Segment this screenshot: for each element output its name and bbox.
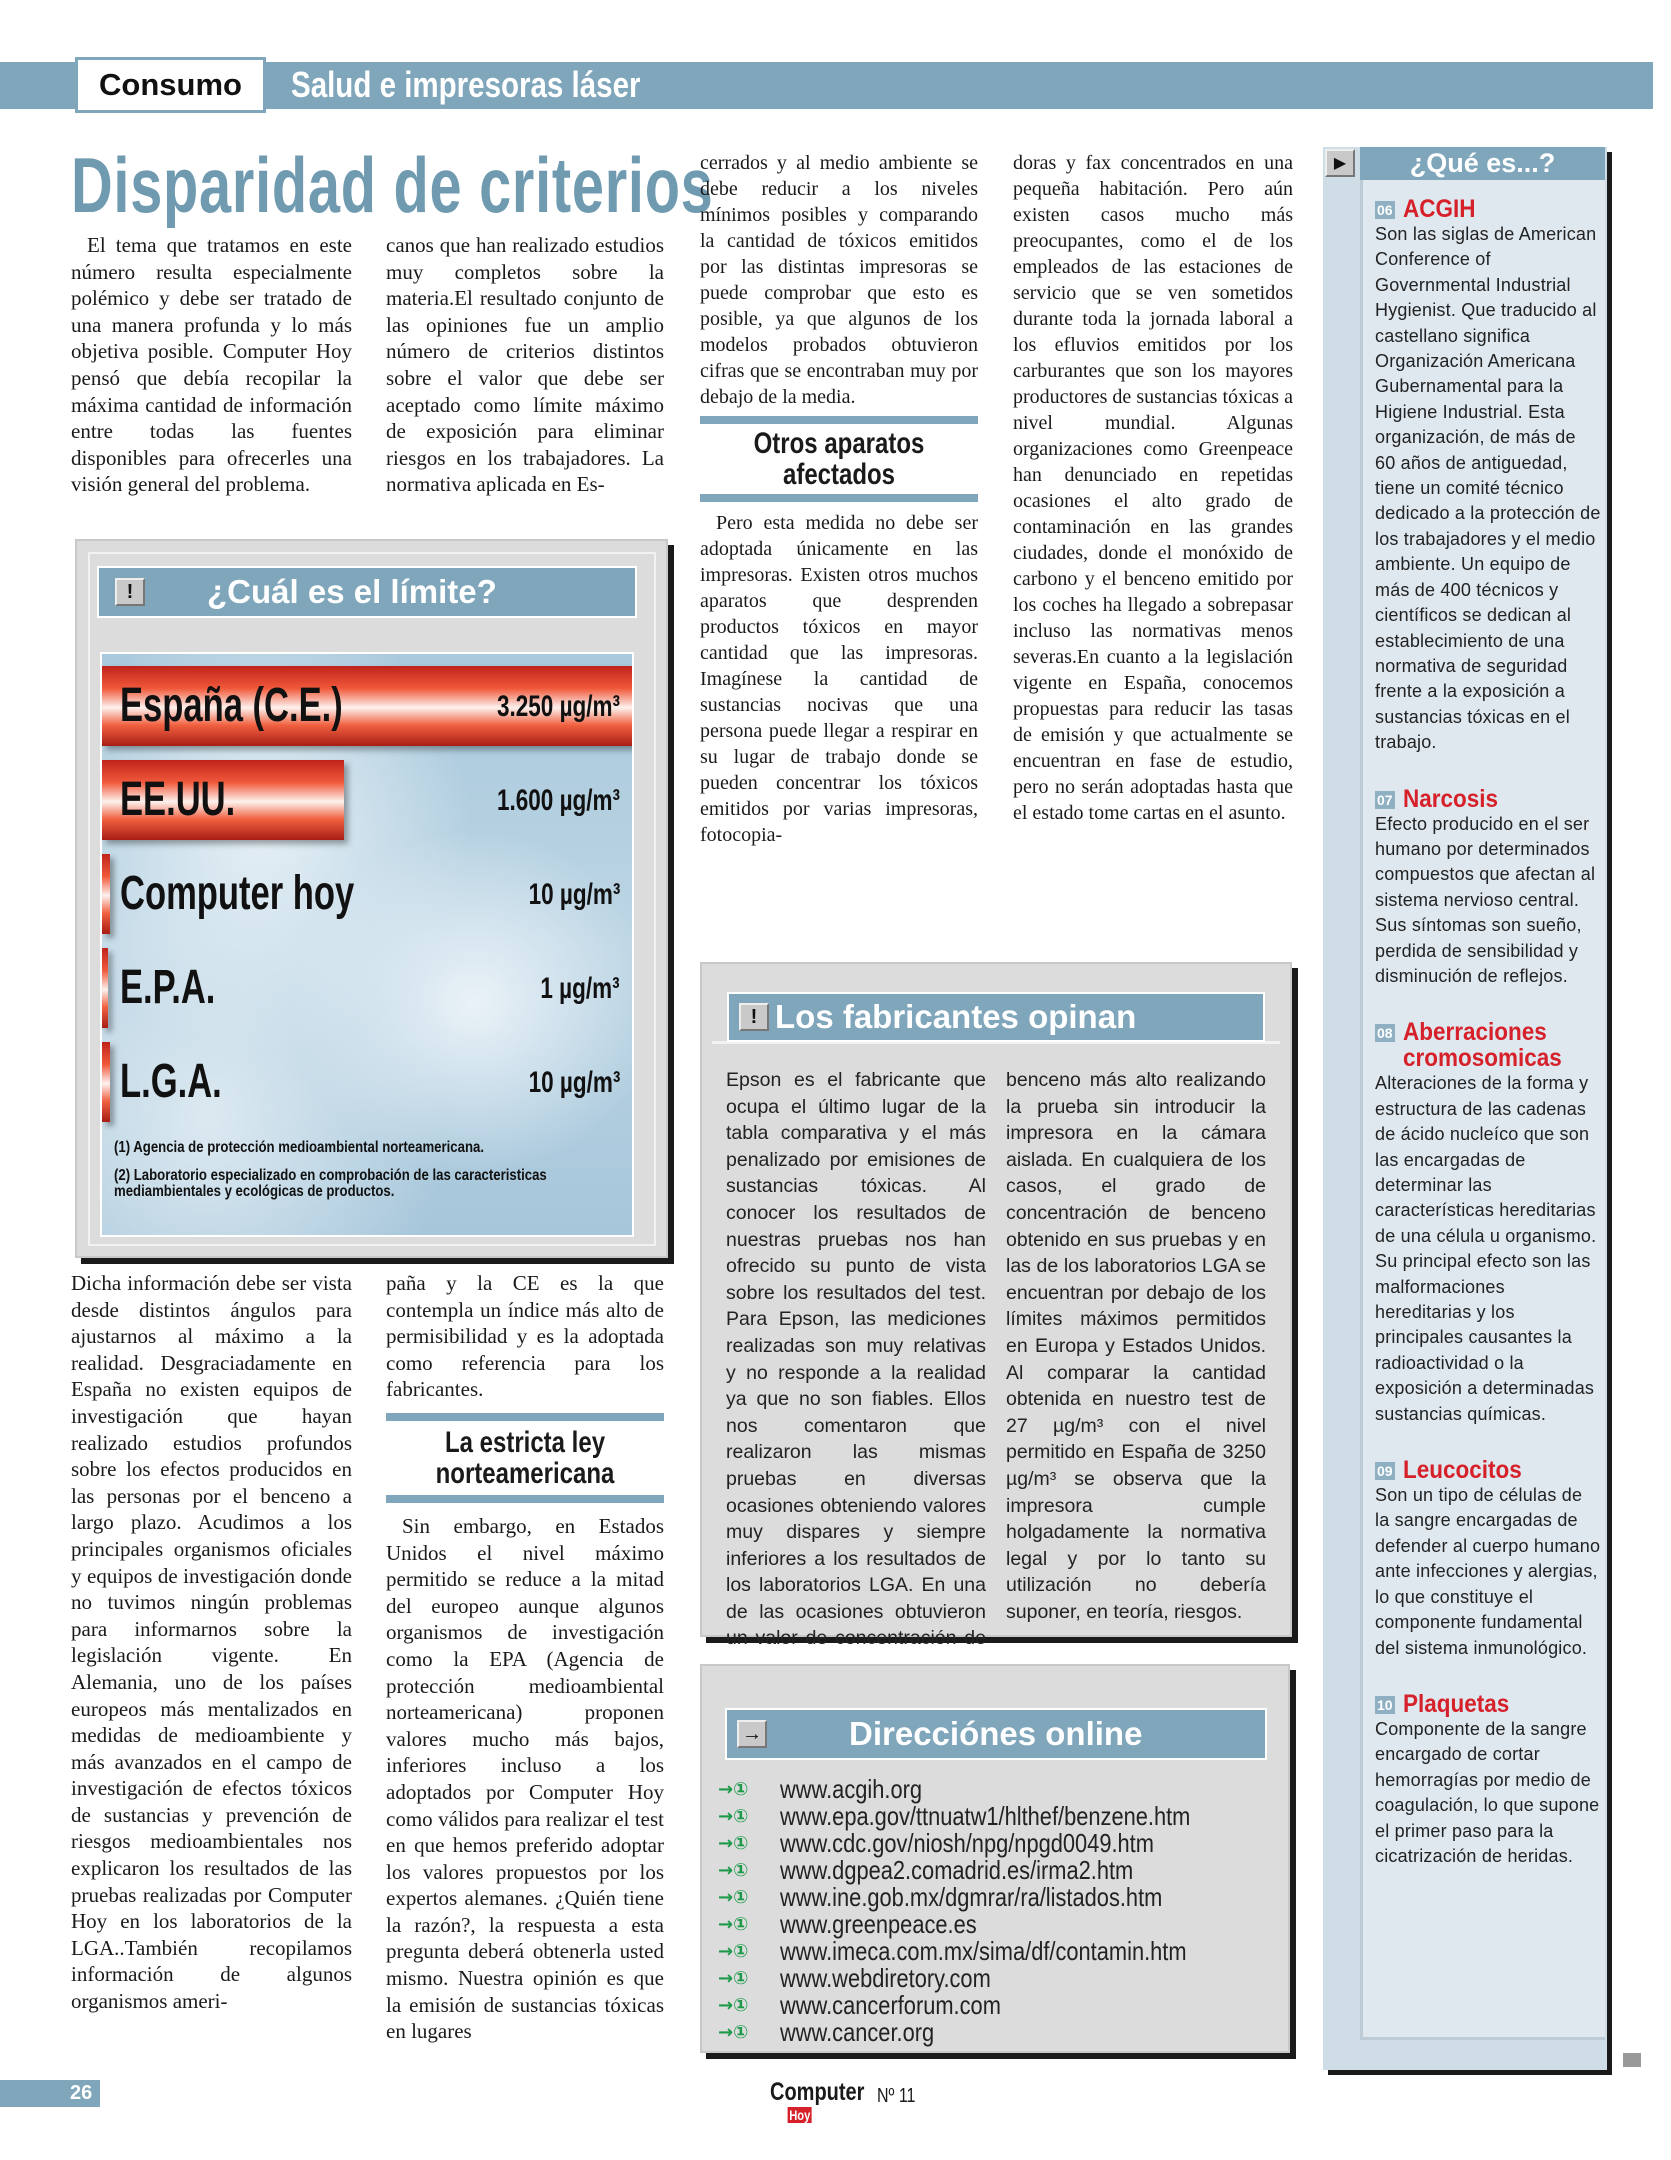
link-arrow-icon: →① xyxy=(718,1806,749,1827)
play-icon: ▶ xyxy=(1325,149,1355,177)
paragraph: El tema que tratamos en este número resulta especialmente polémico y debe ser tratado de una manera profunda y lo más objetiva posible. Computer Hoy pensó que debía recopilar la máxima cantidad de información entre todas las fuentes disponibles para ofrecerles una visión general del problema. xyxy=(71,233,352,497)
direcciones-title: Direcciónes online xyxy=(849,1715,1143,1752)
column-2-top xyxy=(386,232,664,498)
column-1-bottom xyxy=(71,1270,352,2015)
paragraph: paña y la CE es la que contempla un índice más alto de permisibilidad y es la adoptada como referencia para los fabricantes. xyxy=(386,1271,664,1402)
chart-bar xyxy=(102,854,110,934)
link-arrow-icon: →① xyxy=(718,1779,749,1800)
limit-chart xyxy=(100,652,634,1237)
subheading-otros-aparatos: Otros aparatos afectados xyxy=(753,427,925,491)
glossary-item xyxy=(1375,786,1601,990)
column-4 xyxy=(1013,150,1293,826)
glossary-item xyxy=(1375,1691,1601,1869)
chart-bar xyxy=(102,1042,110,1122)
divider xyxy=(700,416,978,424)
item-term: Aberraciones cromosomicas xyxy=(1402,1018,1562,1073)
item-definition: Componente de la sangre encargado de cortar hemorragías por medio de coagulación, lo que supone el primer paso para la cicatrización de heridas. xyxy=(1375,1718,1600,1866)
page-number: 26 xyxy=(0,2080,100,2107)
paragraph: doras y fax concentrados en una pequeña habitación. Pero aún existen casos mucho más preocupantes, como el de los empleados de las estaciones de servicio que se ven sometidos durante toda la jornada laboral a los efluvios emitidos por los carburantes que son los mayores productores de sustancias tóxicas a nivel mundial. Algunas organizaciones como Greenpeace han denunciado en repetidas ocasiones el alto grado de contaminación en las grandes ciudades, donde el monóxido de carbono y el benceno emitido por los coches ha llegado a sobrepasar incluso las normativas menos severas.En cuanto a la legislación vigente en España, conocemos propuestas para reducir las tasas de emisión y que actualmente se encuentran en fase de estudio, pero no serán adoptadas hasta que el estado tome cartas en el asunto. xyxy=(1013,152,1293,824)
direcciones-header xyxy=(725,1708,1267,1760)
paragraph: cerrados y al medio ambiente se debe reducir a los niveles mínimos posibles y comparando la cantidad de tóxicos emitidos por las distintas impresoras se puede comprobar que esto es posible, ya que algunos de los modelos probados obtuvieron cifras que se encontraban muy por debajo de la media. xyxy=(700,152,978,408)
link-arrow-icon: →① xyxy=(718,1887,749,1908)
chart-bar xyxy=(102,948,108,1028)
divider xyxy=(386,1413,664,1421)
chart-row xyxy=(102,760,632,840)
url-link[interactable]: www.cancer.org xyxy=(780,2017,935,2047)
item-number: 10 xyxy=(1377,1696,1393,1713)
bar-value: 1.600 µg/m³ xyxy=(496,784,620,817)
chart-row xyxy=(102,948,632,1028)
link-arrow-icon: →① xyxy=(718,2022,749,2043)
url-item[interactable] xyxy=(718,1830,1269,1857)
url-item[interactable] xyxy=(718,1938,1269,1965)
logo-text: Computer xyxy=(770,2078,865,2106)
item-term: Leucocitos xyxy=(1402,1456,1522,1485)
url-item[interactable] xyxy=(718,1776,1269,1803)
url-item[interactable] xyxy=(718,1857,1269,1884)
url-item[interactable] xyxy=(718,1884,1269,1911)
item-number: 07 xyxy=(1377,791,1393,808)
item-number: 08 xyxy=(1377,1025,1393,1042)
section-label: Consumo xyxy=(75,57,266,113)
item-definition: Efecto producido en el ser humano por determinados compuestos que afectan al sistema nervioso central. Sus síntomas son sueño, perdida de sensibilidad y disminución de reflejos. xyxy=(1375,813,1596,986)
end-marker xyxy=(1623,2053,1641,2067)
url-item[interactable] xyxy=(718,1911,1269,1938)
item-definition: Son un tipo de células de la sangre encargadas de defender al cuerpo humano ante infecciones y alergias, lo que constituye el componente fundamental del sistema inmunológico. xyxy=(1375,1485,1601,1658)
divider xyxy=(386,1495,664,1503)
topic-label: Salud e impresoras láser xyxy=(291,64,641,105)
glossary-title: ¿Qué es...? xyxy=(1360,147,1605,180)
item-number: 06 xyxy=(1377,202,1393,218)
chart-row xyxy=(102,1042,632,1122)
glossary-item xyxy=(1375,196,1601,756)
url-link[interactable]: www.ine.gob.mx/dgmrar/ra/listados.htm xyxy=(780,1882,1163,1912)
chart-row xyxy=(102,854,632,934)
fabricantes-title: Los fabricantes opinan xyxy=(775,998,1137,1035)
url-link[interactable]: www.acgih.org xyxy=(780,1774,923,1804)
fabricantes-text: Epson es el fabricante que ocupa el último lugar de la tabla comparativa y el más penalizado por emisiones de sustancias tóxicas. Al conocer los resultados de nuestras pruebas nos han ofrecido su punto de vista sobre los resultados del test. Para Epson, las mediciones realizadas son muy relativas y no responde a la realidad ya que no son fiables. Ellos nos comentaron que realizaron las mismas pruebas en diversas ocasiones obteniendo valores muy dispares y siempre inferiores a los resultados de los laboratorios LGA. En una de las ocasiones obtuvieron un valor de concentración de benceno más alto realizando la prueba sin introducir la impresora en la cámara aislada. En cualquiera de los casos, el grado de concentración de benceno obtenido en sus pruebas y en las de los laboratorios LGA se encuentran por debajo de los límites máximos permitidos en Europa y Estados Unidos. Al comparar la cantidad obtenida en nuestro test de 27 µg/m³ con el nivel permitido en España de 3250 µg/m³ se observa que la impresora cumple holgadamente la normativa legal y por lo tanto su utilización no debería suponer, en teoría, riesgos. xyxy=(726,1069,1266,1650)
divider xyxy=(700,494,978,502)
link-arrow-icon: →① xyxy=(718,1860,749,1881)
item-term: ACGIH xyxy=(1402,195,1476,223)
item-term: Narcosis xyxy=(1402,784,1498,813)
url-link[interactable]: www.cancerforum.com xyxy=(780,1990,1001,2020)
article-title: Disparidad de criterios xyxy=(71,141,714,229)
bar-value: 1 µg/m³ xyxy=(540,972,620,1005)
bar-value: 10 µg/m³ xyxy=(528,1066,620,1099)
chart-footnote: (2) Laboratorio especializado en comprobación de las caracteristicas mediambientales y ecológicas de productos. xyxy=(114,1167,547,1200)
bar-label: L.G.A. xyxy=(120,1055,222,1108)
column-1-top xyxy=(71,232,352,498)
exclamation-icon: ! xyxy=(739,1003,769,1031)
column-3 xyxy=(700,150,978,848)
issue-number: Nº 11 xyxy=(877,2085,916,2107)
bar-value: 10 µg/m³ xyxy=(528,878,620,911)
logo-sub: Hoy xyxy=(789,2107,811,2123)
bar-label: E.P.A. xyxy=(120,961,216,1014)
url-list xyxy=(718,1776,1269,2046)
bar-label: España (C.E.) xyxy=(120,679,343,732)
paragraph: Dicha información debe ser vista desde distintos ángulos para ajustarnos al máximo a la realidad. Desgraciadamente en España no existen equipos de investigación que hayan realizado estudios profundos sobre los efectos producidos en las personas por el benceno a largo plazo. Acudimos a los principales organismos oficiales y equipos de investigación donde no tuvimos ningún problemas para informarnos sobre la legislación vigente. En Alemania, uno de los países europeos más mentalizados en medidas de medioambiente y más avanzados en el campo de investigación de efectos tóxicos de sustancias y prevención de riesgos medioambientales nos explicaron los resultados de las pruebas realizadas por Computer Hoy en los laboratorios de la LGA..También recopilamos información de algunos organismos ameri- xyxy=(71,1271,352,2014)
glossary-panel xyxy=(1360,180,1605,2040)
url-link[interactable]: www.greenpeace.es xyxy=(780,1909,977,1939)
url-item[interactable] xyxy=(718,1965,1269,1992)
arrow-right-icon: → xyxy=(737,1720,767,1748)
link-arrow-icon: →① xyxy=(718,1968,749,1989)
paragraph: canos que han realizado estudios muy completos sobre la materia.El resultado conjunto de las opiniones fue un amplio número de criterios distintos sobre el valor que debe ser aceptado como límite máximo de exposición para eliminar riesgos en los trabajadores. La normativa aplicada en Es- xyxy=(386,233,664,497)
link-arrow-icon: →① xyxy=(718,1995,749,2016)
computer-hoy-logo xyxy=(770,2078,865,2123)
url-link[interactable]: www.dgpea2.comadrid.es/irma2.htm xyxy=(780,1855,1134,1885)
item-definition: Son las siglas de American Conference of Governmental Industrial Hygienist. Que traducido al castellano significa Organización Americana Gubernamental para la Higiene Industrial. Esta organización, de más de 60 años de antiguedad, tiene un comité técnico dedicado a la protección de los trabajadores y el medio ambiente. Un equipo de más de 400 técnicos y científicos se dedican al establecimiento de una normativa de seguridad frente a la exposición a sustancias tóxicas en el trabajo. xyxy=(1375,224,1601,753)
glossary-sidebar xyxy=(1323,147,1607,2070)
url-item[interactable] xyxy=(718,1992,1269,2019)
item-number: 09 xyxy=(1377,1463,1393,1480)
bar-label: EE.UU. xyxy=(120,773,236,826)
item-term: Plaquetas xyxy=(1402,1689,1509,1718)
limit-box-title: ¿Cuál es el límite? xyxy=(207,573,497,610)
limit-box-header xyxy=(97,566,637,618)
subheading-estricta-ley: La estricta ley norteamericana xyxy=(435,1425,615,1490)
fabricantes-header xyxy=(727,992,1265,1042)
chart-row xyxy=(102,666,632,746)
column-2-bottom xyxy=(386,1270,664,2045)
paragraph: Sin embargo, en Estados Unidos el nivel máximo permitido se reduce a la mitad del europeo aunque algunos organismos de investigación como la EPA (Agencia de protección medioambiental norteamericana) proponen valores mucho más bajos, inferiores incluso a los adoptados por Computer Hoy como válidos para realizar el test en que hemos preferido adoptar los valores propuestos por los expertos alemanes. ¿Quién tiene la razón?, la respuesta a esta pregunta deberá obtenerla usted mismo. Nuestra opinión es que la emisión de sustancias tóxicas en lugares xyxy=(386,1513,664,2044)
url-item[interactable] xyxy=(718,1803,1269,1830)
link-arrow-icon: →① xyxy=(718,1833,749,1854)
url-item[interactable] xyxy=(718,2019,1269,2046)
item-definition: Alteraciones de la forma y estructura de las cadenas de ácido nucleíco que son las encargadas de determinar las características hereditarias de una célula u organismo. Su principal efecto son las malformaciones hereditarias y los principales causantes la radioactividad o la exposición a determinadas sustancias químicas. xyxy=(1375,1073,1597,1424)
link-arrow-icon: →① xyxy=(718,1941,749,1962)
url-link[interactable]: www.cdc.gov/niosh/npg/npgd0049.htm xyxy=(780,1828,1154,1858)
url-link[interactable]: www.epa.gov/ttnuatw1/hlthef/benzene.htm xyxy=(780,1801,1191,1831)
glossary-item xyxy=(1375,1457,1601,1661)
link-arrow-icon: →① xyxy=(718,1914,749,1935)
glossary-item xyxy=(1375,1019,1601,1427)
exclamation-icon: ! xyxy=(115,578,145,606)
bar-value: 3.250 µg/m³ xyxy=(496,690,620,723)
paragraph: Pero esta medida no debe ser adoptada únicamente en las impresoras. Existen otros muchos aparatos que desprenden productos tóxicos en mayor cantidad que las impresoras. Imagínese la cantidad de sustancias nocivas que una persona puede llegar a respirar en su lugar de trabajo donde se pueden concentrar los tóxicos emitidos por varias impresoras, fotocopia- xyxy=(700,512,978,846)
url-link[interactable]: www.webdiretory.com xyxy=(780,1963,991,1993)
url-link[interactable]: www.imeca.com.mx/sima/df/contamin.htm xyxy=(780,1936,1187,1966)
bar-label: Computer hoy xyxy=(120,867,355,920)
chart-footnote: (1) Agencia de protección medioambiental norteamericana. xyxy=(114,1139,484,1156)
